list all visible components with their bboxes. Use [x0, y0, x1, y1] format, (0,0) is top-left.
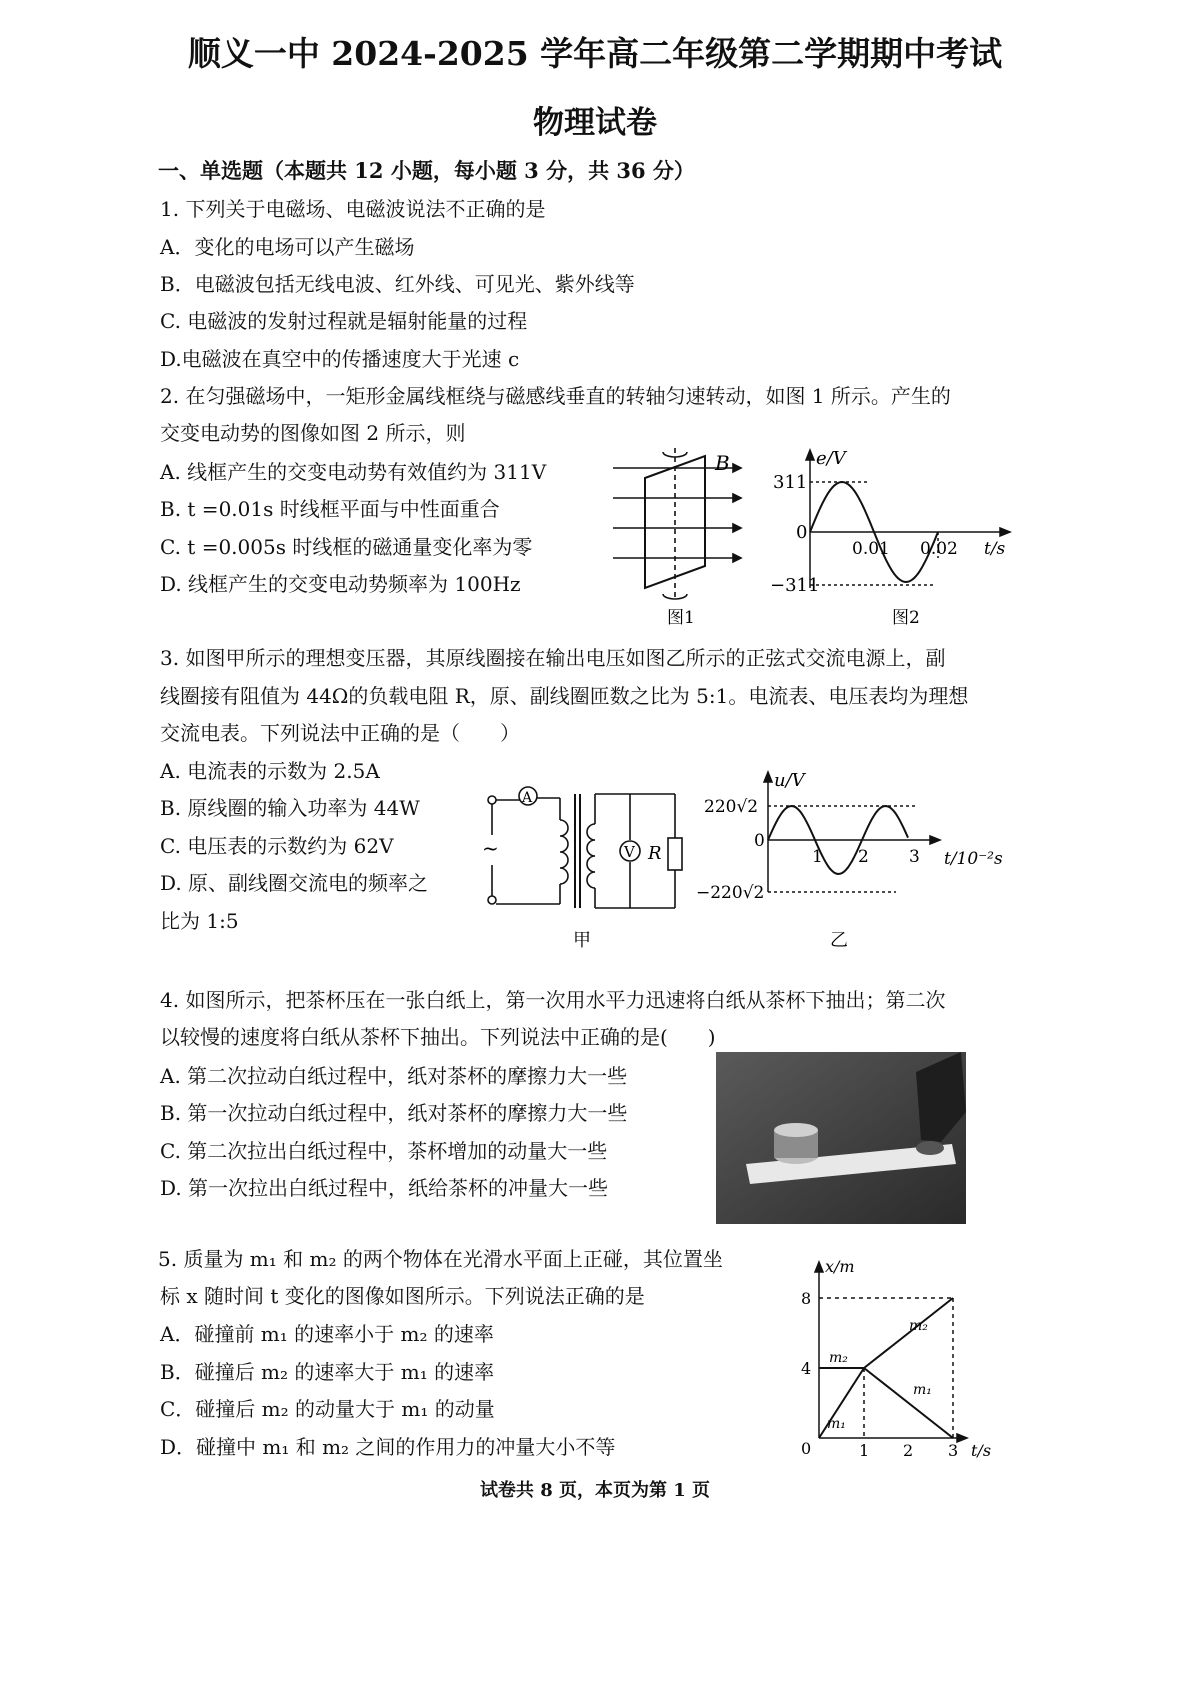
- section-heading: 一、单选题（本题共 12 小题，每小题 3 分，共 36 分）: [158, 158, 695, 183]
- q3-option-c: C. 电压表的示数约为 62V: [160, 834, 394, 858]
- q3-fig-yi-tick-1: 1: [812, 847, 823, 867]
- q3-stem-line3: 交流电表。下列说法中正确的是（ ）: [160, 721, 520, 745]
- q5-label-m2-left: m₂: [829, 1350, 848, 1366]
- q2-fig2-caption: 图2: [892, 608, 920, 628]
- q2-option-c: C. t =0.005s 时线框的磁通量变化率为零: [160, 535, 533, 559]
- q3-stem-line1: 3. 如图甲所示的理想变压器，其原线圈接在输出电压如图乙所示的正弦式交流电源上，副: [160, 646, 946, 670]
- q5-graph-ylabel: x/m: [825, 1258, 855, 1276]
- q4-stem-line2: 以较慢的速度将白纸从茶杯下抽出。下列说法中正确的是( ): [160, 1025, 716, 1049]
- q3-figure-jia: [480, 780, 690, 950]
- q3-fig-jia-caption: 甲: [573, 930, 591, 950]
- q4-stem-line1: 4. 如图所示，把茶杯压在一张白纸上，第一次用水平力迅速将白纸从茶杯下抽出；第二次: [160, 988, 946, 1012]
- q2-fig2-ylabel: e/V: [816, 448, 846, 469]
- q1-option-c: C. 电磁波的发射过程就是辐射能量的过程: [160, 309, 528, 333]
- q4-option-c: C. 第二次拉出白纸过程中，茶杯增加的动量大一些: [160, 1139, 608, 1163]
- q1-option-a: A．变化的电场可以产生磁场: [160, 235, 415, 259]
- q5-line-m1-after: [864, 1368, 953, 1438]
- q1-option-d: D.电磁波在真空中的传播速度大于光速 c: [160, 347, 520, 371]
- q2-fig2-ymax: 311: [773, 472, 808, 493]
- q5-x-tick-3: 3: [948, 1441, 959, 1458]
- q4-photo-teacup-on-paper: [716, 1052, 966, 1224]
- q5-stem-line1: 5. 质量为 m₁ 和 m₂ 的两个物体在光滑水平面上正碰，其位置坐: [158, 1247, 723, 1271]
- q3-ammeter-symbol: A: [522, 790, 533, 806]
- q2-fig1-b-label: B: [715, 451, 730, 475]
- q5-x-tick-1: 1: [859, 1441, 870, 1458]
- q2-figure-2: [770, 448, 1020, 628]
- q3-fig-yi-xlabel: t/10⁻²s: [944, 849, 1003, 869]
- q5-label-m1-left: m₁: [827, 1416, 846, 1432]
- q1-stem: 1. 下列关于电磁场、电磁波说法不正确的是: [160, 197, 546, 221]
- q2-fig2-x2: 0.02: [920, 539, 958, 559]
- q3-fig-yi-tick-3: 3: [909, 847, 920, 867]
- q3-option-d-cont: 比为 1:5: [160, 909, 239, 933]
- q5-stem-line2: 标 x 随时间 t 变化的图像如图所示。下列说法正确的是: [160, 1284, 645, 1308]
- q3-fig-yi-ymax: 220√2: [704, 797, 759, 817]
- q3-source-symbol: ~: [482, 836, 499, 860]
- q4-option-d: D. 第一次拉出白纸过程中，纸给茶杯的冲量大一些: [160, 1176, 609, 1200]
- q2-option-d: D. 线框产生的交变电动势频率为 100Hz: [160, 572, 521, 596]
- q3-voltmeter-symbol: V: [624, 843, 635, 861]
- q5-option-a: A．碰撞前 m₁ 的速率小于 m₂ 的速率: [160, 1322, 494, 1346]
- q2-figure-1: [605, 448, 755, 628]
- page-footer: 试卷共 8 页，本页为第 1 页: [479, 1480, 711, 1501]
- q3-option-d: D. 原、副线圈交流电的频率之: [160, 871, 429, 895]
- q5-origin: 0: [801, 1439, 812, 1458]
- q3-fig-yi-caption: 乙: [830, 930, 848, 950]
- q3-option-a: A. 电流表的示数为 2.5A: [160, 759, 380, 783]
- q4-option-b: B. 第一次拉动白纸过程中，纸对茶杯的摩擦力大一些: [160, 1101, 628, 1125]
- q3-figure-yi: [696, 770, 1016, 950]
- q3-fig-yi-ylabel: u/V: [774, 770, 805, 791]
- q2-option-a: A. 线框产生的交变电动势有效值约为 311V: [160, 460, 547, 484]
- q4-option-a: A. 第二次拉动白纸过程中，纸对茶杯的摩擦力大一些: [160, 1064, 628, 1088]
- q2-stem-line1: 2. 在匀强磁场中，一矩形金属线框绕与磁感线垂直的转轴匀速转动，如图 1 所示。产生的: [160, 384, 951, 408]
- q3-option-b: B. 原线圈的输入功率为 44W: [160, 796, 420, 820]
- q3-stem-line2: 线圈接有阻值为 44Ω的负载电阻 R，原、副线圈匝数之比为 5:1。电流表、电压表均为理想: [160, 684, 969, 708]
- q2-fig1-caption: 图1: [667, 608, 695, 628]
- q3-resistor-label: R: [648, 843, 662, 864]
- q2-fig2-zero: 0: [796, 522, 808, 543]
- q5-option-b: B．碰撞后 m₂ 的速率大于 m₁ 的速率: [160, 1360, 495, 1384]
- q3-fig-yi-zero: 0: [754, 831, 765, 851]
- q5-graph-xlabel: t/s: [971, 1441, 992, 1458]
- q5-y-tick-8: 8: [801, 1289, 812, 1308]
- exam-subtitle: 物理试卷: [533, 105, 657, 141]
- q5-option-c: C．碰撞后 m₂ 的动量大于 m₁ 的动量: [160, 1397, 495, 1421]
- q5-option-d: D．碰撞中 m₁ 和 m₂ 之间的作用力的冲量大小不等: [160, 1435, 616, 1459]
- q5-y-tick-4: 4: [801, 1359, 812, 1378]
- q1-option-b: B．电磁波包括无线电波、红外线、可见光、紫外线等: [160, 272, 635, 296]
- q2-fig2-xlabel: t/s: [984, 539, 1006, 559]
- q2-stem-line2: 交变电动势的图像如图 2 所示，则: [160, 421, 466, 445]
- q2-fig2-x1: 0.01: [852, 539, 890, 559]
- q3-fig-yi-tick-2: 2: [858, 847, 869, 867]
- q5-label-m2-right: m₂: [909, 1318, 928, 1334]
- q5-x-tick-2: 2: [903, 1441, 914, 1458]
- exam-title: 顺义一中 2024-2025 学年高二年级第二学期期中考试: [187, 34, 1003, 73]
- q5-label-m1-right: m₁: [913, 1382, 932, 1398]
- q2-option-b: B. t =0.01s 时线框平面与中性面重合: [160, 497, 500, 521]
- q3-fig-yi-ymin: −220√2: [696, 883, 765, 903]
- q5-xt-graph: [795, 1258, 1005, 1458]
- q2-fig2-ymin: −311: [770, 575, 820, 596]
